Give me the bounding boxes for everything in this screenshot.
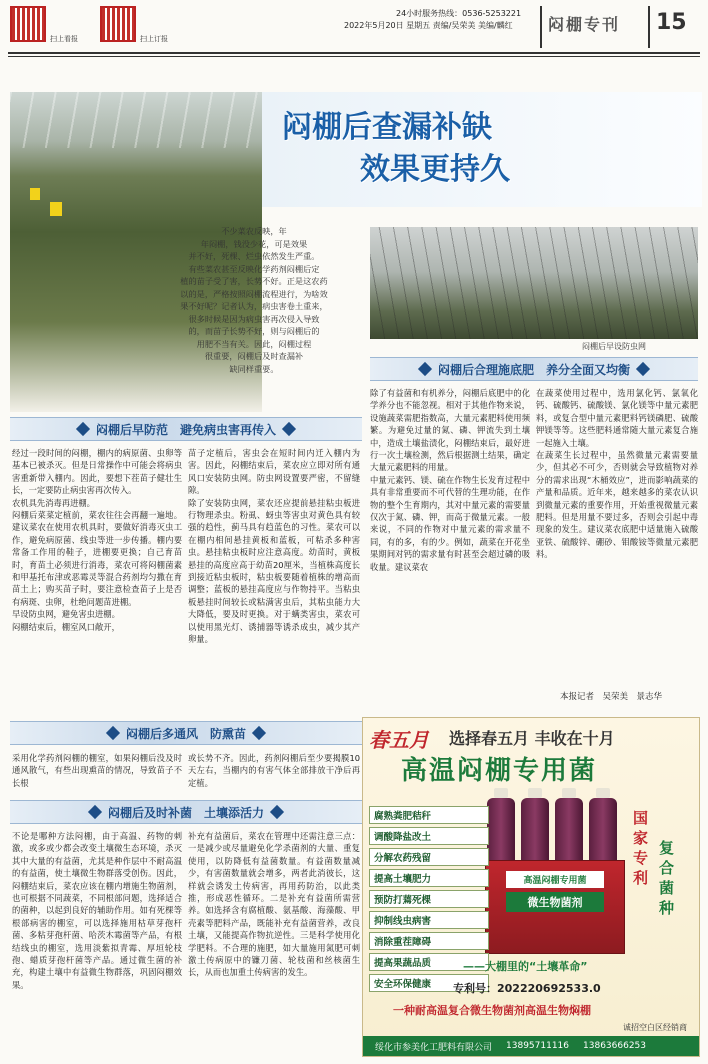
lead-summary: 不少菜农反映，年 年闷棚，钱没少花，可是效果 并不好，死棵、烂虫依然发生严重。 有些菜农甚至反映化学药剂闷棚后定 植的苗子受了害，长势不好。正是这农药 以的是，严格按照闷棚流程进行，为啥效 果不好呢？记者认为，病虫害卷土重来， 很多时候是因为病虫害再次侵入导致 的，而苗子长势不好，则与闷棚后的 用肥不当有关。因此，闷棚过程 很重要，闷棚后及时查漏补 缺同样重要。	[180, 226, 328, 374]
byline: 本报记者 吴荣美 景志华	[560, 692, 663, 702]
feature-item: 提高果蔬品质	[369, 953, 489, 971]
compound-strain-badge: 复合菌种	[659, 839, 675, 917]
header-rule	[8, 52, 700, 54]
qr-code-1[interactable]	[10, 6, 46, 42]
feature-item: 调酸降盐改土	[369, 827, 489, 845]
article-column-2: 苗子定植后，害虫会在短时间内迁入棚内为害。因此，闷棚结束后，菜农应立即对所有通风口安装防虫网。防虫网设置要严密，不留缝隙。 除了安装防虫网，菜农还应提前悬挂粘虫板进行物理杀虫。粉虱、蚜虫等害虫对黄色具有较强的趋性，蓟马具有趋蓝色的习性。菜农可以在棚内相间悬挂黄板和蓝板，可粘杀多种害虫。悬挂粘虫板时应注意高度。幼苗时，黄板悬挂的高度应高于幼苗20厘米，当植株高度长到接近粘虫板时，粘虫板要随着植株的增高而调整；蓝板的悬挂高度应与作物持平。当粘虫板悬挂时间较长或粘满害虫后，其粘虫能力大大降低，要及时更换。对于螨类害虫，菜农可以使用黑光灯、诱捕器等诱杀成虫，减少其产卵量。	[188, 448, 360, 645]
feature-item: 腐熟粪肥秸秆	[369, 806, 489, 824]
feature-item: 分解农药残留	[369, 848, 489, 866]
phone-1[interactable]: 13895711116	[506, 1041, 570, 1051]
ad-tagline: ——大棚里的“土壤革命”	[463, 960, 588, 973]
product-advertisement[interactable]	[362, 717, 700, 1057]
article-column-8: 补充有益菌后，菜农在管理中还需注意三点：一是减少或尽量避免化学杀菌剂的大量、重复使用，以防降低有益菌数量。有益菌数量减少，有害菌数量就会增多，两者此消彼长，这样就会诱发土传病害，再用药防治，以此类推，形成恶性循环。二是补充有益菌所需营养。如选择含有腐植酸、氨基酸、海藻酸、甲壳素等肥料产品，既能补充有益菌营养，改良土壤，又能提高作物抗逆性。三是科学使用化学肥料。不合理的施肥，如大量施用氮肥可刺激土传病原中的镰刀菌、轮枝菌和丝核菌生长，从而也加重土传病害的发生。	[188, 831, 360, 978]
feature-item: 提高土壤肥力	[369, 869, 489, 887]
article-column-6: 或长势不齐。因此，药剂闷棚后至少要揭膜10天左右，当棚内的有害气体全部排放干净后再定植。	[188, 753, 360, 788]
qr-label-2: 扫上订报	[140, 35, 168, 43]
ad-product-name: 高温闷棚专用菌	[401, 756, 598, 786]
brand-logo: 春五月	[369, 728, 429, 752]
dealer-recruit: 诚招空白区经销商	[623, 1023, 687, 1032]
qr-code-2[interactable]	[100, 6, 136, 42]
ad-slogan: 选择春五月 丰收在十月	[449, 729, 615, 748]
section-heading-fertilizer	[370, 357, 698, 381]
phone-2[interactable]: 13863666253	[583, 1041, 647, 1051]
company-name: 绥化市参美化工肥料有限公司	[375, 1042, 493, 1053]
header-rule-thin	[8, 56, 700, 57]
section-heading-prevention	[10, 417, 362, 441]
article-column-7: 不论是哪种方法闷棚，由于高温、药物的刺激，或多或少都会改变土壤微生态环境，杀灭其中大量的有益菌，尤其是种作层中不耐高温的有益菌，使土壤微生物群落受创伤。因此，闷棚结束后，菜农应该在棚内增施生物菌剂，也可根据不同蔬菜，不同根部问题，选择适合的菌种，以起到良好的辅助作用。如有死棵等根部病害的棚室，可以选择施用枯草芽孢杆菌、多粘芽孢杆菌、哈茨木霉菌等产品，有根结线虫的棚室，选用淡紫拟青霉、厚垣轮枝孢、蜡质芽孢杆菌等产品。通过微生菌的补充，构建土壤中有益微生物群落，巩固闷棚效果。	[12, 831, 182, 990]
header-divider-2	[648, 6, 650, 48]
section-title: 闷棚后合理施底肥 养分全面又均衡	[437, 362, 630, 377]
box-label: 高温闷棚专用菌	[506, 871, 604, 888]
feature-item: 抑制线虫病害	[369, 911, 489, 929]
section-title: 闷棚后多通风 防熏苗	[125, 726, 246, 741]
column-name: 闷棚专刊	[548, 15, 621, 34]
insect-net-photo	[370, 227, 698, 339]
hotline: 24小时服务热线：0536-5253221	[396, 9, 522, 18]
product-box	[485, 860, 625, 954]
patent-badge: 国家专利	[633, 809, 649, 887]
section-title: 闷棚后早防范 避免病虫害再传入	[95, 422, 276, 437]
greenhouse-photo	[10, 92, 262, 232]
section-title: 闷棚后及时补菌 土壤添活力	[107, 805, 264, 820]
ad-footer	[363, 1036, 699, 1056]
article-column-4: 在蔬菜使用过程中，选用氯化钙、氯氧化钙、硫酸钙、硫酸镁、氯化镁等中量元素肥料，或复合型中量元素肥料钙镁磷肥、硫酸钾镁等等。这些肥料通常随大量元素复合施一起施入土壤。 在蔬菜生长过程中，虽然微量元素需要量少，但其必不可少，否则就会导致植物对养分的需求出现“木桶效应”，进而影响蔬菜的产量和品质。近年来，越来越多的菜农认识到微量元素的重要作用，开始重视微量元素肥料。但是用量不要过多，否则会引起中毒现象的发生。建议菜农底肥中适量施入硫酸亚铁、硫酸锌、硼砂、钼酸铵等微量元素肥料。	[536, 388, 698, 560]
article-column-1: 经过一段时间的闷棚，棚内的病原菌、虫卵等基本已被杀灭。但是日常操作中可能会将病虫害重新带入棚内。因此，要想下茬苗子健壮生长，一定要防止病虫害再次传入。 农机具先消毒再进棚。 闷棚后菜菜定植前，菜农往往会再翻一遍地。建议菜农在使用农机具时，要做好消毒灭虫工作，避免病原菌、线虫等进一步传播。棚内要常备工作用的鞋子，进棚要更换；自己育苗时，育苗土必须进行消毒，菜农可将闷棚菌素和甲基托布津或恶霉灵等混合药剂均匀撒在育苗土上；购买苗子时，要注意检查苗子上是否有病斑、虫卵，杜绝问题苗进棚。 早设防虫网，避免害虫进棚。 闷棚结束后，棚室风口敞开，	[12, 448, 182, 632]
date-line: 2022年5月20日 星期五 责编/吴荣美 美编/麟红	[344, 21, 513, 30]
article-column-5: 采用化学药剂闷棚的棚室，如果闷棚后没及时通风散气，有些出现熏苗的情况，导致苗子不长根	[12, 753, 182, 788]
page-number: 15	[656, 10, 687, 35]
header-divider	[540, 6, 542, 48]
section-heading-microbes	[10, 800, 362, 824]
qr-label-1: 扫上看报	[50, 35, 78, 43]
photo-caption: 闷棚后早设防虫网	[582, 342, 646, 351]
patent-number: 专利号：202220692533.0	[453, 982, 601, 995]
headline-line2: 效果更持久	[360, 152, 510, 187]
article-column-3: 除了有益菌和有机养分，闷棚后底肥中的化学养分也不能忽视。相对于其他作物来说，设施蔬菜需肥指数高，大量元素肥料使用频繁。为避免过量的氮、磷、钾流失到土壤中，造成土壤盐渍化，闷棚结束后，最好进行一次土壤检测，然后根据测土结果，确定大量元素肥料的用量。 中量元素钙、镁、硫在作物生长发育过程中具有非常重要而不可代替的生理功能，在作物的整个生育期内，其对中量元素的需要量仅次于氮、磷、钾，而高于微量元素。一般来说，不同的作物对中量元素的需求量不同，有的多，有的少。例如，蔬菜在开花坐果期间对钙的需求量有时甚至会超过磷的吸收量。建议菜农	[370, 388, 530, 572]
feature-item: 预防打蔫死棵	[369, 890, 489, 908]
section-heading-ventilation	[10, 721, 362, 745]
feature-item: 安全环保健康	[369, 974, 489, 992]
box-sublabel: 微生物菌剂	[506, 892, 604, 912]
ad-description: 一种耐高温复合微生物菌剂高温生物焖棚	[393, 1004, 591, 1017]
headline-line1: 闷棚后查漏补缺	[282, 110, 492, 145]
feature-item: 消除重茬障碍	[369, 932, 489, 950]
